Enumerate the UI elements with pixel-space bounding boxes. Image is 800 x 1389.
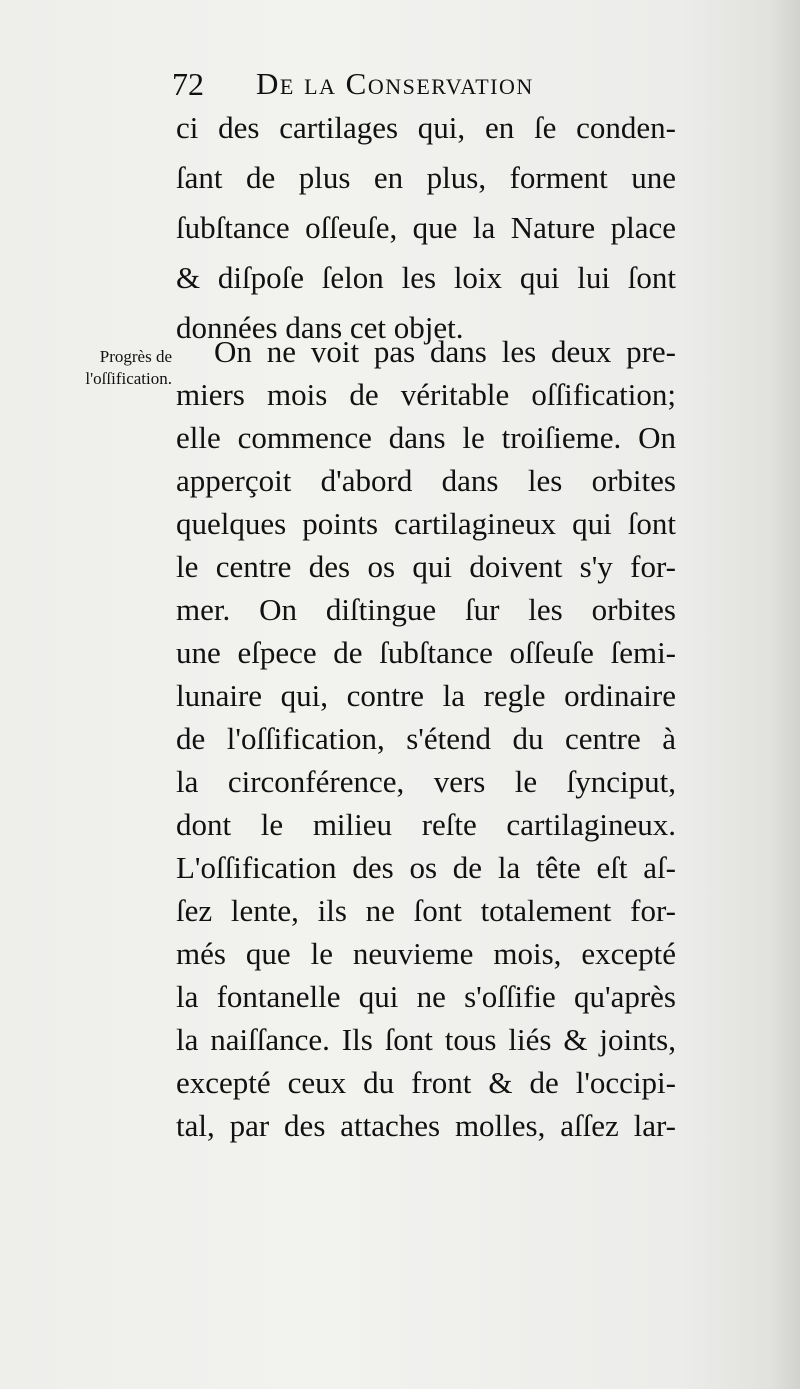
text-line: données dans cet objet. (176, 310, 464, 345)
text-line: mer. On diſtingue ſur les orbites (176, 592, 676, 627)
text-line: la naiſſance. Ils ſont tous liés & joints, (176, 1022, 676, 1057)
text-line: & diſpoſe ſelon les loix qui lui ſont (176, 260, 676, 295)
margin-note-line: Progrès de (99, 347, 172, 366)
page-header (172, 62, 612, 106)
text-line: la circonférence, vers le ſynciput, (176, 764, 676, 799)
margin-note (60, 346, 172, 390)
text-line: une eſpece de ſubſtance oſſeuſe ſemi- (176, 635, 676, 670)
text-line: apperçoit d'abord dans les orbites (176, 463, 676, 498)
text-line: ſant de plus en plus, forment une (176, 160, 676, 195)
text-line: elle commence dans le troiſieme. On (176, 420, 676, 455)
text-line: tal, par des attaches molles, aſſez lar- (176, 1108, 676, 1143)
page-number: 72 (172, 66, 204, 102)
text-line: ci des cartilages qui, en ſe conden- (176, 110, 676, 145)
text-line: miers mois de véritable oſſification; (176, 377, 676, 412)
page-edge-shadow (770, 0, 800, 1389)
text-line: excepté ceux du front & de l'occipi- (176, 1065, 676, 1100)
text-line: le centre des os qui doivent s'y for- (176, 549, 676, 584)
text-line: lunaire qui, contre la regle ordinaire (176, 678, 676, 713)
text-line: ſez lente, ils ne ſont totalement for- (176, 893, 676, 928)
text-line: quelques points cartilagineux qui ſont (176, 506, 676, 541)
margin-note-line: l'oſſification. (85, 369, 172, 388)
text-line: L'oſſification des os de la tête eſt aſ- (176, 850, 676, 885)
text-line: la fontanelle qui ne s'oſſifie qu'après (176, 979, 676, 1014)
text-line-paragraph-start: On ne voit pas dans les deux pre- (214, 334, 676, 369)
running-head: De la Conservation (256, 66, 534, 101)
text-line: ſubſtance oſſeuſe, que la Nature place (176, 210, 676, 245)
text-line: més que le neuvieme mois, excepté (176, 936, 676, 971)
text-line: de l'oſſification, s'étend du centre à (176, 721, 676, 756)
text-line: dont le milieu reſte cartilagineux. (176, 807, 676, 842)
